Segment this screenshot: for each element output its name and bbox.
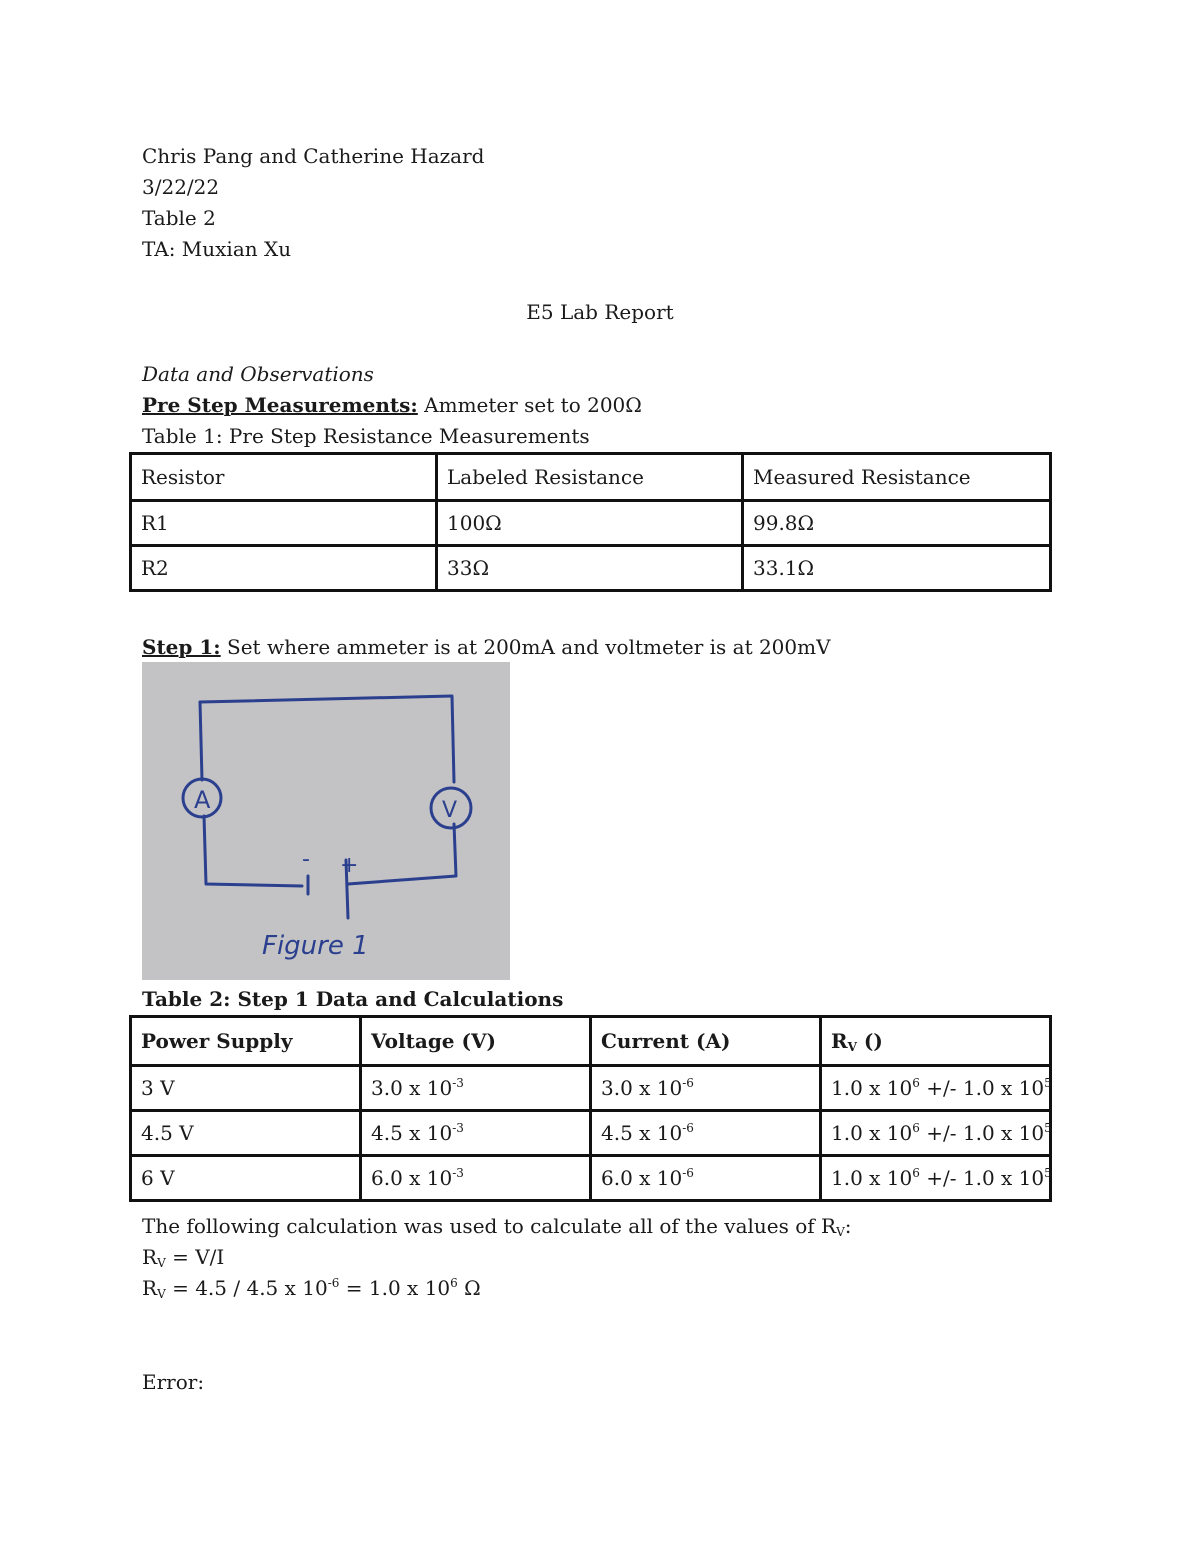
rv-uncertainty: +/- 1.0 x 10 xyxy=(919,1166,1045,1190)
table1 xyxy=(129,452,1052,592)
rv-exponent: 6 xyxy=(912,1121,920,1135)
rv-symbol: R xyxy=(831,1029,848,1053)
circuit-wire-top xyxy=(200,696,454,782)
table2-header-cell: Current (A) xyxy=(591,1017,821,1066)
table2-cell xyxy=(361,1111,591,1156)
current-value: 4.5 x 10 xyxy=(601,1121,683,1145)
eq2-part2: = 1.0 x 10 xyxy=(339,1276,451,1300)
equation-2 xyxy=(142,1276,481,1300)
error-label: Error: xyxy=(142,1370,205,1394)
table-row xyxy=(131,1017,1051,1066)
eq1-symbol: R xyxy=(142,1245,158,1269)
figure-caption: Figure 1 xyxy=(262,931,369,961)
pre-step-text: Ammeter set to 200Ω xyxy=(417,393,642,417)
table2-cell xyxy=(821,1156,1051,1201)
rv-units: () xyxy=(856,1029,883,1053)
table2-cell: 4.5 V xyxy=(131,1111,361,1156)
eq2-unit: Ω xyxy=(457,1276,481,1300)
table1-cell: R2 xyxy=(131,546,437,591)
rv-uncertainty: +/- 1.0 x 10 xyxy=(919,1076,1045,1100)
table-row xyxy=(131,546,1051,591)
circuit-figure-photo xyxy=(142,662,510,980)
eq2-exponent1: -6 xyxy=(327,1276,340,1290)
table1-cell: 33Ω xyxy=(437,546,743,591)
step1-label: Step 1: xyxy=(142,635,221,659)
rv-uncertainty-exponent: 5 xyxy=(1044,1166,1052,1180)
ammeter-letter: A xyxy=(194,786,211,814)
voltage-value: 4.5 x 10 xyxy=(371,1121,453,1145)
eq2-part1: = 4.5 / 4.5 x 10 xyxy=(165,1276,328,1300)
rv-value: 1.0 x 10 xyxy=(831,1166,913,1190)
lab-table-number: Table 2 xyxy=(142,206,216,230)
circuit-wire-left xyxy=(204,816,302,886)
current-exponent: -6 xyxy=(682,1166,694,1180)
table2-cell xyxy=(821,1111,1051,1156)
battery-plus: + xyxy=(340,853,359,878)
rv-uncertainty: +/- 1.0 x 10 xyxy=(919,1121,1045,1145)
step1-text: Set where ammeter is at 200mA and voltmeter is at 200mV xyxy=(220,635,831,659)
rv-exponent: 6 xyxy=(912,1076,920,1090)
calc-intro-subscript: V xyxy=(836,1225,845,1239)
table-row xyxy=(131,1066,1051,1111)
table1-caption: Table 1: Pre Step Resistance Measurements xyxy=(142,424,590,448)
table2-cell xyxy=(821,1066,1051,1111)
author-names: Chris Pang and Catherine Hazard xyxy=(142,144,485,168)
eq1-subscript: V xyxy=(157,1256,166,1270)
report-date: 3/22/22 xyxy=(142,175,220,199)
table2-caption: Table 2: Step 1 Data and Calculations xyxy=(142,987,564,1011)
table1-cell: 99.8Ω xyxy=(743,501,1051,546)
current-exponent: -6 xyxy=(682,1076,694,1090)
table2-cell xyxy=(361,1066,591,1111)
eq1-rhs: = V/I xyxy=(165,1245,225,1269)
table1-header-cell: Resistor xyxy=(131,454,437,501)
table1-header-cell: Measured Resistance xyxy=(743,454,1051,501)
table2-header-cell xyxy=(821,1017,1051,1066)
table2-cell xyxy=(361,1156,591,1201)
section-heading: Data and Observations xyxy=(142,362,374,386)
table2-header-cell: Voltage (V) xyxy=(361,1017,591,1066)
table2-cell: 6 V xyxy=(131,1156,361,1201)
current-value: 6.0 x 10 xyxy=(601,1166,683,1190)
table-row xyxy=(131,1111,1051,1156)
rv-uncertainty-exponent: 5 xyxy=(1044,1121,1052,1135)
equation-1 xyxy=(142,1245,224,1269)
pre-step-label: Pre Step Measurements: xyxy=(142,393,418,417)
table1-cell: R1 xyxy=(131,501,437,546)
voltage-exponent: -3 xyxy=(452,1076,464,1090)
table2-cell xyxy=(591,1111,821,1156)
eq2-subscript: V xyxy=(157,1287,166,1301)
pre-step-line xyxy=(142,393,642,417)
table2 xyxy=(129,1015,1052,1202)
table1-cell: 100Ω xyxy=(437,501,743,546)
table1-header-cell: Labeled Resistance xyxy=(437,454,743,501)
voltage-exponent: -3 xyxy=(452,1121,464,1135)
eq2-symbol: R xyxy=(142,1276,158,1300)
step1-line xyxy=(142,635,831,659)
circuit-wire-right xyxy=(348,824,456,884)
rv-value: 1.0 x 10 xyxy=(831,1121,913,1145)
rv-exponent: 6 xyxy=(912,1166,920,1180)
table1-cell: 33.1Ω xyxy=(743,546,1051,591)
current-value: 3.0 x 10 xyxy=(601,1076,683,1100)
voltage-value: 6.0 x 10 xyxy=(371,1166,453,1190)
table-row xyxy=(131,454,1051,501)
table2-cell xyxy=(591,1156,821,1201)
ta-name: TA: Muxian Xu xyxy=(142,237,292,261)
voltage-value: 3.0 x 10 xyxy=(371,1076,453,1100)
table-row xyxy=(131,1156,1051,1201)
rv-value: 1.0 x 10 xyxy=(831,1076,913,1100)
calc-intro xyxy=(142,1214,852,1238)
current-exponent: -6 xyxy=(682,1121,694,1135)
report-title: E5 Lab Report xyxy=(526,300,674,324)
table2-header-cell: Power Supply xyxy=(131,1017,361,1066)
voltmeter-letter: V xyxy=(442,798,458,823)
table2-cell xyxy=(591,1066,821,1111)
voltage-exponent: -3 xyxy=(452,1166,464,1180)
eq2-exponent2: 6 xyxy=(450,1276,458,1290)
rv-uncertainty-exponent: 5 xyxy=(1044,1076,1052,1090)
calc-intro-colon: : xyxy=(844,1214,852,1238)
calc-intro-text: The following calculation was used to calculate all of the values of R xyxy=(142,1214,837,1238)
battery-minus: - xyxy=(302,847,310,872)
table2-cell: 3 V xyxy=(131,1066,361,1111)
rv-subscript: V xyxy=(847,1040,857,1054)
table-row xyxy=(131,501,1051,546)
